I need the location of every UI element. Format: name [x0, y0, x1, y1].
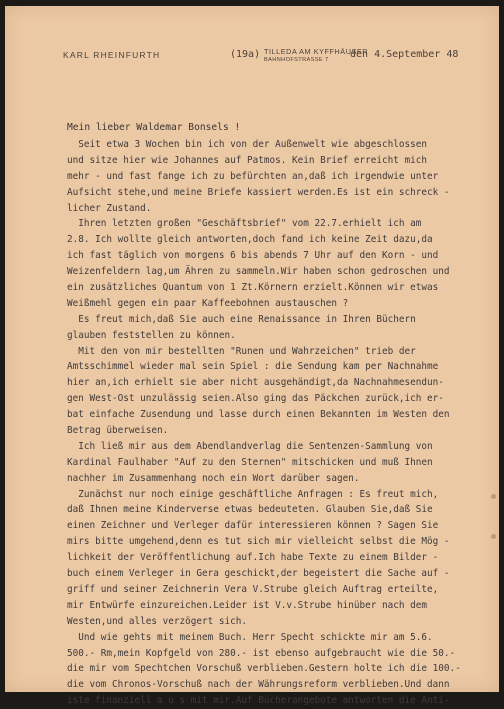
salutation: Mein lieber Waldemar Bonsels ! [67, 122, 241, 133]
punch-hole [491, 494, 496, 499]
address-street: BAHNHOFSTRASSE 7 [264, 57, 329, 63]
text-line: Weißmehl gegen ein paar Kaffeebohnen austauschen ? [67, 297, 349, 309]
text-line: Betrag überweisen. [67, 425, 169, 437]
text-line: glauben feststellen zu können. [67, 329, 236, 341]
sender-name: KARL RHEINFURTH [63, 50, 161, 60]
text-line: bat einfache Zusendung und lasse durch einen Bekannten im Westen den [67, 409, 450, 421]
text-line: lichkeit der Veröffentlichung auf.Ich habe Texte zu einem Bilder - [67, 552, 439, 564]
text-line: ich fast täglich von morgens 6 bis abends 7 Uhr auf den Korn - und [67, 250, 439, 262]
text-line: gen West-Ost unzulässig seien.Also ging das Päckchen zurück,ich er- [67, 393, 444, 405]
text-line: die mir vom Spechtchen Vorschuß verblieben.Gestern holte ich die 100.- [67, 663, 461, 675]
text-line: 2.8. Ich wollte gleich antworten,doch fand ich keine Zeit dazu,da [67, 234, 433, 246]
text-line: 500.- Rm,mein Kopfgeld von 280.- ist ebenso aufgebraucht wie die 50.- [67, 647, 456, 659]
folio-mark: (19a) [230, 49, 261, 60]
text-line: griff und seiner Zeichnerin Vera V.Strube gleich Auftrag erteilte, [67, 583, 439, 595]
text-line: iste finanziell a u s mit mir.Auf Bücherangebote antworten die Anti- [67, 695, 450, 707]
letter-sheet [5, 6, 499, 707]
letterhead [5, 48, 499, 78]
text-line: Aufsicht stehe,und meine Briefe kassiert werden.Es ist ein schreck - [67, 186, 450, 198]
text-line: Weizenfeldern lag,um Ähren zu sammeln.Wir haben schon gedroschen und [67, 266, 450, 278]
letter-body [67, 137, 487, 709]
text-line: und sitze hier wie Johannes auf Patmos. Kein Brief erreicht mich [67, 154, 428, 166]
text-line: einen Zeichner und Verleger dafür interessieren können ? Sagen Sie [67, 520, 439, 532]
text-line: Zunächst nur noch einige geschäftliche Anfragen : Es freut mich, [67, 488, 439, 500]
text-line: ein zusätzliches Quantum von 1 Zt.Körnern erzielt.Können wir etwas [67, 282, 439, 294]
text-line: die vom Chronos-Vorschuß nach der Währungsreform verblieben.Und dann [67, 679, 450, 691]
punch-hole [491, 534, 496, 539]
text-line: Seit etwa 3 Wochen bin ich von der Außenwelt wie abgeschlossen [67, 139, 428, 150]
address-town: TILLEDA AM KYFFHÄUSER [264, 47, 369, 56]
text-line: licher Zustand. [67, 202, 152, 214]
text-line: mehr - und fast fange ich zu befürchten an,daß ich irgendwie unter [67, 170, 439, 182]
letter-date: den 4.September 48 [350, 49, 459, 60]
text-line: daß Ihnen meine Kinderverse etwas bedeuteten. Glauben Sie,daß Sie [67, 504, 433, 516]
text-line: Westen,und alles verzögert sich. [67, 615, 248, 627]
text-line: nachher im Zusammenhang noch ein Wort darüber sagen. [67, 472, 360, 484]
text-line: mirs bitte umgehend,denn es tut sich mir vielleicht selbst die Mög - [67, 536, 450, 548]
text-line: buch einem Verleger in Gera geschickt,der begeistert die Sache auf - [67, 568, 450, 580]
text-line: Und wie gehts mit meinem Buch. Herr Specht schickte mir am 5.6. [67, 631, 433, 643]
text-line: Amtsschimmel wieder mal sein Spiel : die Sendung kam per Nachnahme [67, 361, 439, 373]
text-line: Kardinal Faulhaber "Auf zu den Sternen" mitschicken und muß Ihnen [67, 456, 433, 468]
text-line: mir Entwürfe einzureichen.Leider ist V.v.Strube hinüber nach dem [67, 599, 428, 611]
text-line: Es freut mich,daß Sie auch eine Renaissance in Ihren Büchern [67, 313, 416, 325]
text-line: Ich ließ mir aus dem Abendlandverlag die Sentenzen-Sammlung von [67, 440, 433, 452]
text-line: Mit den von mir bestellten "Runen und Wahrzeichen" trieb der [67, 345, 416, 357]
text-line: hier an,ich erhielt sie aber nicht ausgehändigt,da Nachnahmesendun- [67, 377, 444, 389]
text-line: Ihren letzten großen "Geschäftsbrief" vom 22.7.erhielt ich am [67, 218, 422, 230]
